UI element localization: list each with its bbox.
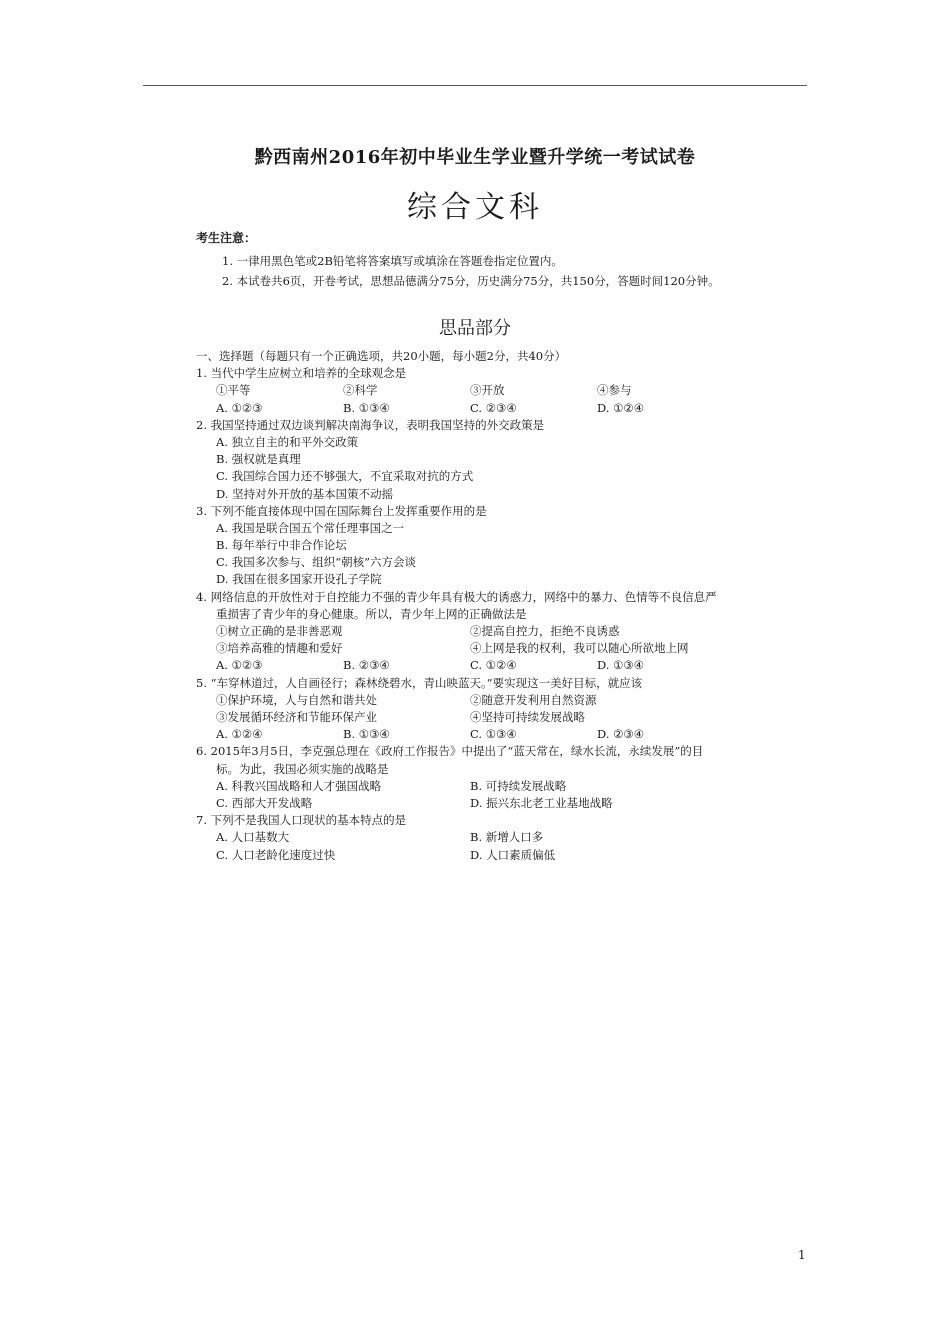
statement: ①平等: [216, 383, 251, 398]
question-stem: 2. 我国坚持通过双边谈判解决南海争议，表明我国坚持的外交政策是: [196, 417, 545, 432]
option-row: [196, 778, 726, 795]
option: A. ①②③: [216, 658, 263, 673]
notice-list: [222, 251, 722, 291]
question-stem: 7. 下列不是我国人口现状的基本特点的是: [196, 813, 407, 828]
option: C. 我国多次参与、组织“朝核”六方会谈: [216, 555, 416, 570]
statement: ④参与: [597, 383, 632, 398]
option: C. 西部大开发战略: [216, 795, 313, 810]
statement: ③培养高雅的情趣和爱好: [216, 641, 343, 656]
option: A. 人口基数大: [216, 830, 290, 845]
statement: ③发展循环经济和节能环保产业: [216, 709, 377, 724]
option: A. ①②④: [216, 727, 263, 742]
part-heading: 一、选择题（每题只有一个正确选项，共20小题，每小题2分，共40分）: [196, 349, 567, 363]
option: D. 我国在很多国家开设孔子学院: [216, 572, 382, 587]
top-rule: [143, 85, 807, 86]
section-title: 思品部分: [439, 318, 511, 339]
option: D. 振兴东北老工业基地战略: [470, 795, 613, 810]
option-row: [196, 795, 726, 812]
question-stem: 4. 网络信息的开放性对于自控能力不强的青少年具有极大的诱惑力，网络中的暴力、色情等不良信息严重损害了青少年的身心健康。所以，青少年上网的正确做法是: [196, 589, 717, 621]
statement: ①树立正确的是非善恶观: [216, 624, 343, 639]
statement: ④坚持可持续发展战略: [470, 709, 585, 724]
option: C. ①③④: [470, 727, 517, 742]
statement: ②提高自控力，拒绝不良诱惑: [470, 624, 620, 639]
option: B. 每年举行中非合作论坛: [216, 538, 347, 553]
notice-heading: 考生注意：: [196, 231, 257, 245]
question-stem: 1. 当代中学生应树立和培养的全球观念是: [196, 366, 407, 381]
question-stem: 6. 2015年3月5日，李克强总理在《政府工作报告》中提出了“蓝天常在，绿水长流，永续发展”的目标。为此，我国必须实施的战略是: [196, 744, 704, 776]
option-row: [196, 657, 726, 674]
subject-title: 综合文科: [407, 190, 543, 225]
statement-row: [196, 640, 726, 657]
option: B. ①③④: [343, 400, 390, 415]
option-row: [196, 847, 726, 864]
option: D. 人口素质偏低: [470, 847, 556, 862]
question-stem: 5. “车穿林道过，人自画径行；森林绕碧水，青山映蓝天。”要实现这一美好目标，就应该: [196, 675, 643, 690]
option: B. 可持续发展战略: [470, 778, 567, 793]
statement-row: [196, 623, 726, 640]
exam-title: 黔西南州2016年初中毕业生学业暨升学统一考试试卷: [254, 147, 696, 168]
option: B. ①③④: [343, 727, 390, 742]
option: A. 我国是联合国五个常任理事国之一: [216, 520, 405, 535]
question-stem: 3. 下列不能直接体现中国在国际舞台上发挥重要作用的是: [196, 503, 487, 518]
statement-row: [196, 709, 726, 726]
option: A. ①②③: [216, 400, 263, 415]
question-list: [196, 348, 726, 864]
option: C. 人口老龄化速度过快: [216, 847, 336, 862]
option: D. ①③④: [597, 658, 645, 673]
statement: ①保护环境，人与自然和谐共处: [216, 692, 377, 707]
option: B. 新增人口多: [470, 830, 544, 845]
page-number: 1: [798, 1248, 806, 1262]
notice-item: 1. 一律用黑色笔或2B铅笔将答案填写或填涂在答题卷指定位置内。: [222, 254, 563, 268]
option: D. ②③④: [597, 727, 645, 742]
option: A. 科教兴国战略和人才强国战略: [216, 778, 382, 793]
statement: ②科学: [343, 383, 378, 398]
statement-row: [196, 382, 726, 399]
notice-item: 2. 本试卷共6页，开卷考试，思想品德满分75分，历史满分75分，共150分，答题时间120分钟。: [222, 274, 720, 288]
option: D. 坚持对外开放的基本国策不动摇: [216, 486, 394, 501]
option: C. ②③④: [470, 400, 517, 415]
option: C. 我国综合国力还不够强大，不宜采取对抗的方式: [216, 469, 474, 484]
option: A. 独立自主的和平外交政策: [216, 434, 359, 449]
statement-row: [196, 692, 726, 709]
statement: ②随意开发利用自然资源: [470, 692, 597, 707]
option: C. ①②④: [470, 658, 517, 673]
option: B. 强权就是真理: [216, 452, 301, 467]
option-row: [196, 400, 726, 417]
option: D. ①②④: [597, 400, 645, 415]
option-row: [196, 726, 726, 743]
statement: ③开放: [470, 383, 505, 398]
option: B. ②③④: [343, 658, 390, 673]
statement: ④上网是我的权利，我可以随心所欲地上网: [470, 641, 689, 656]
option-row: [196, 829, 726, 846]
